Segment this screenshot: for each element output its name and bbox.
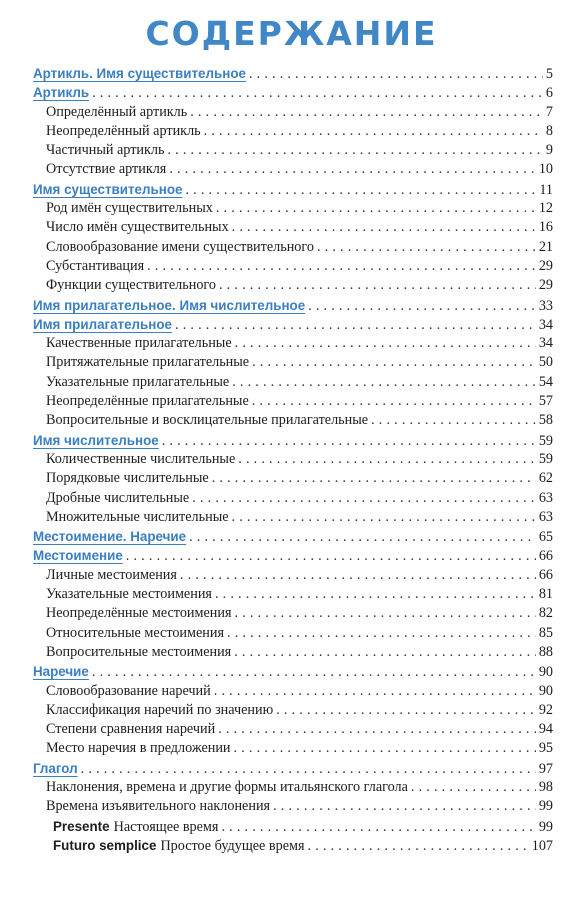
dot-leader <box>219 276 536 295</box>
toc-entry-page: 10 <box>538 161 553 178</box>
toc-entry <box>33 431 553 450</box>
dot-leader <box>185 181 536 200</box>
toc-entry-title <box>46 508 229 527</box>
toc-entry-text: Отсутствие артикля <box>46 161 167 178</box>
dot-leader <box>147 257 536 276</box>
toc-entry-page: 65 <box>538 529 553 546</box>
dot-leader <box>175 316 536 335</box>
toc-entry-text: Порядковые числительные <box>46 470 209 487</box>
toc-entry-title <box>33 64 246 83</box>
toc-entry-title <box>46 624 224 643</box>
toc-entry-text: Число имён существительных <box>46 219 229 236</box>
toc-entry-title <box>46 276 216 295</box>
toc-entry <box>33 392 553 411</box>
toc-entry-title <box>46 469 209 488</box>
toc-entry <box>33 643 553 662</box>
toc-entry <box>33 141 553 160</box>
toc-entry <box>33 218 553 237</box>
toc-entry-page: 54 <box>538 373 553 390</box>
toc-entry-text: Указательные прилагательные <box>46 373 230 390</box>
toc-entry-page: 94 <box>538 721 553 738</box>
toc-entry-page: 97 <box>538 760 553 777</box>
table-of-contents <box>0 64 553 855</box>
toc-entry <box>33 489 553 508</box>
dot-leader <box>273 797 536 816</box>
toc-entry-title <box>33 83 89 102</box>
toc-entry <box>33 122 553 141</box>
toc-entry <box>33 411 553 430</box>
dot-leader <box>234 643 536 662</box>
toc-entry <box>33 797 553 816</box>
toc-entry-text: Качественные прилагательные <box>46 335 232 352</box>
toc-entry-title <box>46 334 232 353</box>
toc-entry-text: Вопросительные местоимения <box>46 643 232 660</box>
dot-leader <box>234 739 536 758</box>
dot-leader <box>276 701 536 720</box>
dot-leader <box>192 489 536 508</box>
toc-entry-text: Притяжательные прилагательные <box>46 354 250 371</box>
toc-entry-text: Неопределённые прилагательные <box>46 393 249 410</box>
toc-entry-title <box>46 604 232 623</box>
toc-entry <box>33 103 553 122</box>
toc-entry-keyword: Presente <box>53 818 110 834</box>
dot-leader <box>238 450 536 469</box>
toc-entry-text: Множительные числительные <box>46 508 229 525</box>
toc-entry-text: Субстантивация <box>46 257 145 274</box>
toc-entry <box>33 720 553 739</box>
dot-leader <box>126 547 536 566</box>
dot-leader <box>92 84 543 103</box>
dot-leader <box>308 297 536 316</box>
toc-entry <box>33 585 553 604</box>
toc-entry-title <box>46 701 273 720</box>
toc-entry-title <box>46 739 231 758</box>
toc-entry-text: Дробные числительные <box>46 489 190 506</box>
toc-entry-text: Простое будущее время <box>160 837 305 854</box>
dot-leader <box>212 469 536 488</box>
dot-leader <box>411 778 536 797</box>
dot-leader <box>218 720 536 739</box>
toc-entry-page: 63 <box>538 489 553 506</box>
toc-entry-title <box>33 431 159 450</box>
toc-entry-text: Место наречия в предложении <box>46 740 231 757</box>
dot-leader <box>252 392 536 411</box>
toc-entry-title <box>46 122 201 141</box>
toc-entry-page: 6 <box>545 85 553 102</box>
toc-entry-page: 99 <box>538 798 553 815</box>
dot-leader <box>232 218 536 237</box>
dot-leader <box>252 353 536 372</box>
toc-entry-text: Словообразование имени существительного <box>46 238 314 255</box>
dot-leader <box>317 238 536 257</box>
toc-entry-page: 107 <box>531 837 553 854</box>
toc-entry-keyword: Futuro semplice <box>53 837 157 853</box>
toc-entry-page: 90 <box>538 682 553 699</box>
toc-entry-text: Местоимение. Наречие <box>33 529 187 545</box>
toc-entry-text: Личные местоимения <box>46 566 177 583</box>
toc-entry-text: Артикль. Имя существительное <box>33 66 246 81</box>
toc-entry <box>33 739 553 758</box>
dot-leader <box>162 432 536 451</box>
toc-entry-page: 16 <box>538 219 553 236</box>
toc-entry-page: 59 <box>538 432 553 449</box>
toc-entry-text: Имя прилагательное. Имя числительное <box>33 297 306 313</box>
toc-entry-title <box>46 643 231 662</box>
toc-entry-page: 58 <box>538 412 553 429</box>
toc-entry <box>33 257 553 276</box>
toc-entry-page: 63 <box>538 508 553 525</box>
dot-leader <box>235 334 536 353</box>
toc-entry-page: 92 <box>538 701 553 718</box>
toc-entry-title <box>46 160 166 179</box>
toc-entry-page: 9 <box>545 142 553 159</box>
toc-entry <box>33 199 553 218</box>
toc-entry <box>33 334 553 353</box>
toc-entry-text: Классификация наречий по значению <box>46 701 274 718</box>
dot-leader <box>235 604 536 623</box>
toc-entry-page: 82 <box>538 605 553 622</box>
dot-leader <box>167 141 542 160</box>
toc-entry-text: Глагол <box>33 760 78 776</box>
toc-entry-title <box>46 489 189 508</box>
toc-entry-title <box>33 662 89 681</box>
toc-entry <box>33 527 553 546</box>
dot-leader <box>232 508 536 527</box>
toc-entry-page: 8 <box>545 122 553 139</box>
toc-entry-text: Род имён существительных <box>46 200 213 217</box>
toc-entry-page: 99 <box>538 818 553 835</box>
toc-entry-text: Имя существительное <box>33 181 183 197</box>
toc-entry <box>33 296 553 315</box>
toc-entry-text: Местоимение <box>33 548 123 564</box>
toc-entry-page: 66 <box>538 566 553 583</box>
toc-entry-title <box>46 353 249 372</box>
toc-entry-page: 85 <box>538 624 553 641</box>
toc-entry-text: Указательные местоимения <box>46 586 212 603</box>
toc-entry-title <box>46 720 215 739</box>
toc-entry-text: Имя прилагательное <box>33 316 172 332</box>
toc-entry-title <box>46 141 164 160</box>
toc-entry <box>33 64 553 83</box>
toc-entry-page: 34 <box>538 335 553 352</box>
toc-entry-title <box>53 836 305 856</box>
toc-entry-title <box>33 527 186 546</box>
toc-entry <box>33 566 553 585</box>
toc-entry-title <box>46 392 249 411</box>
dot-leader <box>169 160 535 179</box>
dot-leader <box>190 103 543 122</box>
toc-entry <box>33 778 553 797</box>
toc-entry-title <box>46 778 408 797</box>
toc-entry-text: Вопросительные и восклицательные прилагательные <box>46 412 369 429</box>
toc-entry-page: 95 <box>538 740 553 757</box>
toc-entry-text: Степени сравнения наречий <box>46 721 216 738</box>
dot-leader <box>216 199 536 218</box>
toc-entry <box>33 759 553 778</box>
toc-entry-page: 88 <box>538 643 553 660</box>
dot-leader <box>81 760 536 779</box>
toc-entry-text: Определённый артикль <box>46 103 188 120</box>
toc-entry-page: 21 <box>538 238 553 255</box>
toc-entry <box>33 508 553 527</box>
toc-entry-title <box>46 218 229 237</box>
dot-leader <box>227 624 536 643</box>
toc-entry-text: Количественные числительные <box>46 450 236 467</box>
toc-entry-page: 34 <box>538 316 553 333</box>
toc-entry <box>33 160 553 179</box>
toc-entry <box>33 469 553 488</box>
toc-entry <box>33 836 553 855</box>
toc-entry-text: Относительные местоимения <box>46 624 225 641</box>
toc-entry-title <box>33 759 78 778</box>
toc-entry-title <box>46 797 270 816</box>
toc-entry-title <box>46 682 211 701</box>
toc-entry-page: 33 <box>538 297 553 314</box>
toc-entry-page: 81 <box>538 586 553 603</box>
toc-entry-text: Функции существительного <box>46 277 216 294</box>
toc-entry <box>33 353 553 372</box>
dot-leader <box>232 373 536 392</box>
toc-entry-title <box>46 411 368 430</box>
toc-entry-page: 29 <box>538 277 553 294</box>
toc-entry-page: 66 <box>538 548 553 565</box>
toc-entry-page: 50 <box>538 354 553 371</box>
toc-entry <box>33 238 553 257</box>
toc-entry <box>33 450 553 469</box>
dot-leader <box>189 528 536 547</box>
toc-entry-text: Наречие <box>33 664 89 680</box>
toc-entry-page: 5 <box>545 66 553 82</box>
dot-leader <box>308 837 529 856</box>
toc-entry-title <box>46 103 187 122</box>
toc-entry <box>33 546 553 565</box>
toc-entry <box>33 701 553 720</box>
toc-entry-page: 57 <box>538 393 553 410</box>
toc-entry-page: 11 <box>539 181 553 198</box>
toc-entry <box>33 180 553 199</box>
dot-leader <box>371 411 536 430</box>
toc-entry-page: 59 <box>538 450 553 467</box>
dot-leader <box>92 663 536 682</box>
toc-entry-text: Неопределённый артикль <box>46 122 201 139</box>
toc-entry-title <box>33 296 305 315</box>
toc-entry <box>33 315 553 334</box>
toc-entry <box>33 817 553 836</box>
toc-entry-title <box>33 546 123 565</box>
toc-entry-text: Наклонения, времена и другие формы итальянского глагола <box>46 778 408 795</box>
toc-entry <box>33 276 553 295</box>
toc-entry-title <box>33 180 182 199</box>
toc-entry-title <box>46 257 144 276</box>
toc-entry-title <box>33 315 172 334</box>
dot-leader <box>249 65 543 84</box>
toc-entry-page: 98 <box>538 778 553 795</box>
toc-entry-page: 7 <box>545 103 553 120</box>
toc-entry-text: Неопределённые местоимения <box>46 605 232 622</box>
toc-entry-title <box>46 585 212 604</box>
toc-entry-page: 90 <box>538 664 553 681</box>
toc-entry-title <box>46 199 213 218</box>
toc-entry <box>33 373 553 392</box>
toc-entry <box>33 624 553 643</box>
toc-entry-title <box>46 373 229 392</box>
toc-entry-title <box>46 238 314 257</box>
toc-entry <box>33 662 553 681</box>
toc-entry-page: 29 <box>538 257 553 274</box>
toc-entry-text: Имя числительное <box>33 432 159 448</box>
toc-entry-title <box>46 566 177 585</box>
toc-entry-text: Времена изъявительного наклонения <box>46 798 271 815</box>
toc-entry-page: 12 <box>538 200 553 217</box>
toc-entry-text: Словообразование наречий <box>46 682 211 699</box>
dot-leader <box>215 585 536 604</box>
toc-entry-title <box>46 450 235 469</box>
dot-leader <box>204 122 543 141</box>
toc-entry-title <box>53 817 218 837</box>
dot-leader <box>221 818 535 837</box>
toc-entry-text: Артикль <box>33 85 90 101</box>
page-title: СОДЕРЖАНИЕ <box>145 14 438 53</box>
toc-entry <box>33 83 553 102</box>
toc-entry <box>33 604 553 623</box>
toc-entry-text: Частичный артикль <box>46 142 165 159</box>
toc-entry-text: Настоящее время <box>113 818 219 835</box>
toc-entry <box>33 682 553 701</box>
dot-leader <box>180 566 536 585</box>
dot-leader <box>214 682 536 701</box>
toc-entry-page: 62 <box>538 470 553 487</box>
